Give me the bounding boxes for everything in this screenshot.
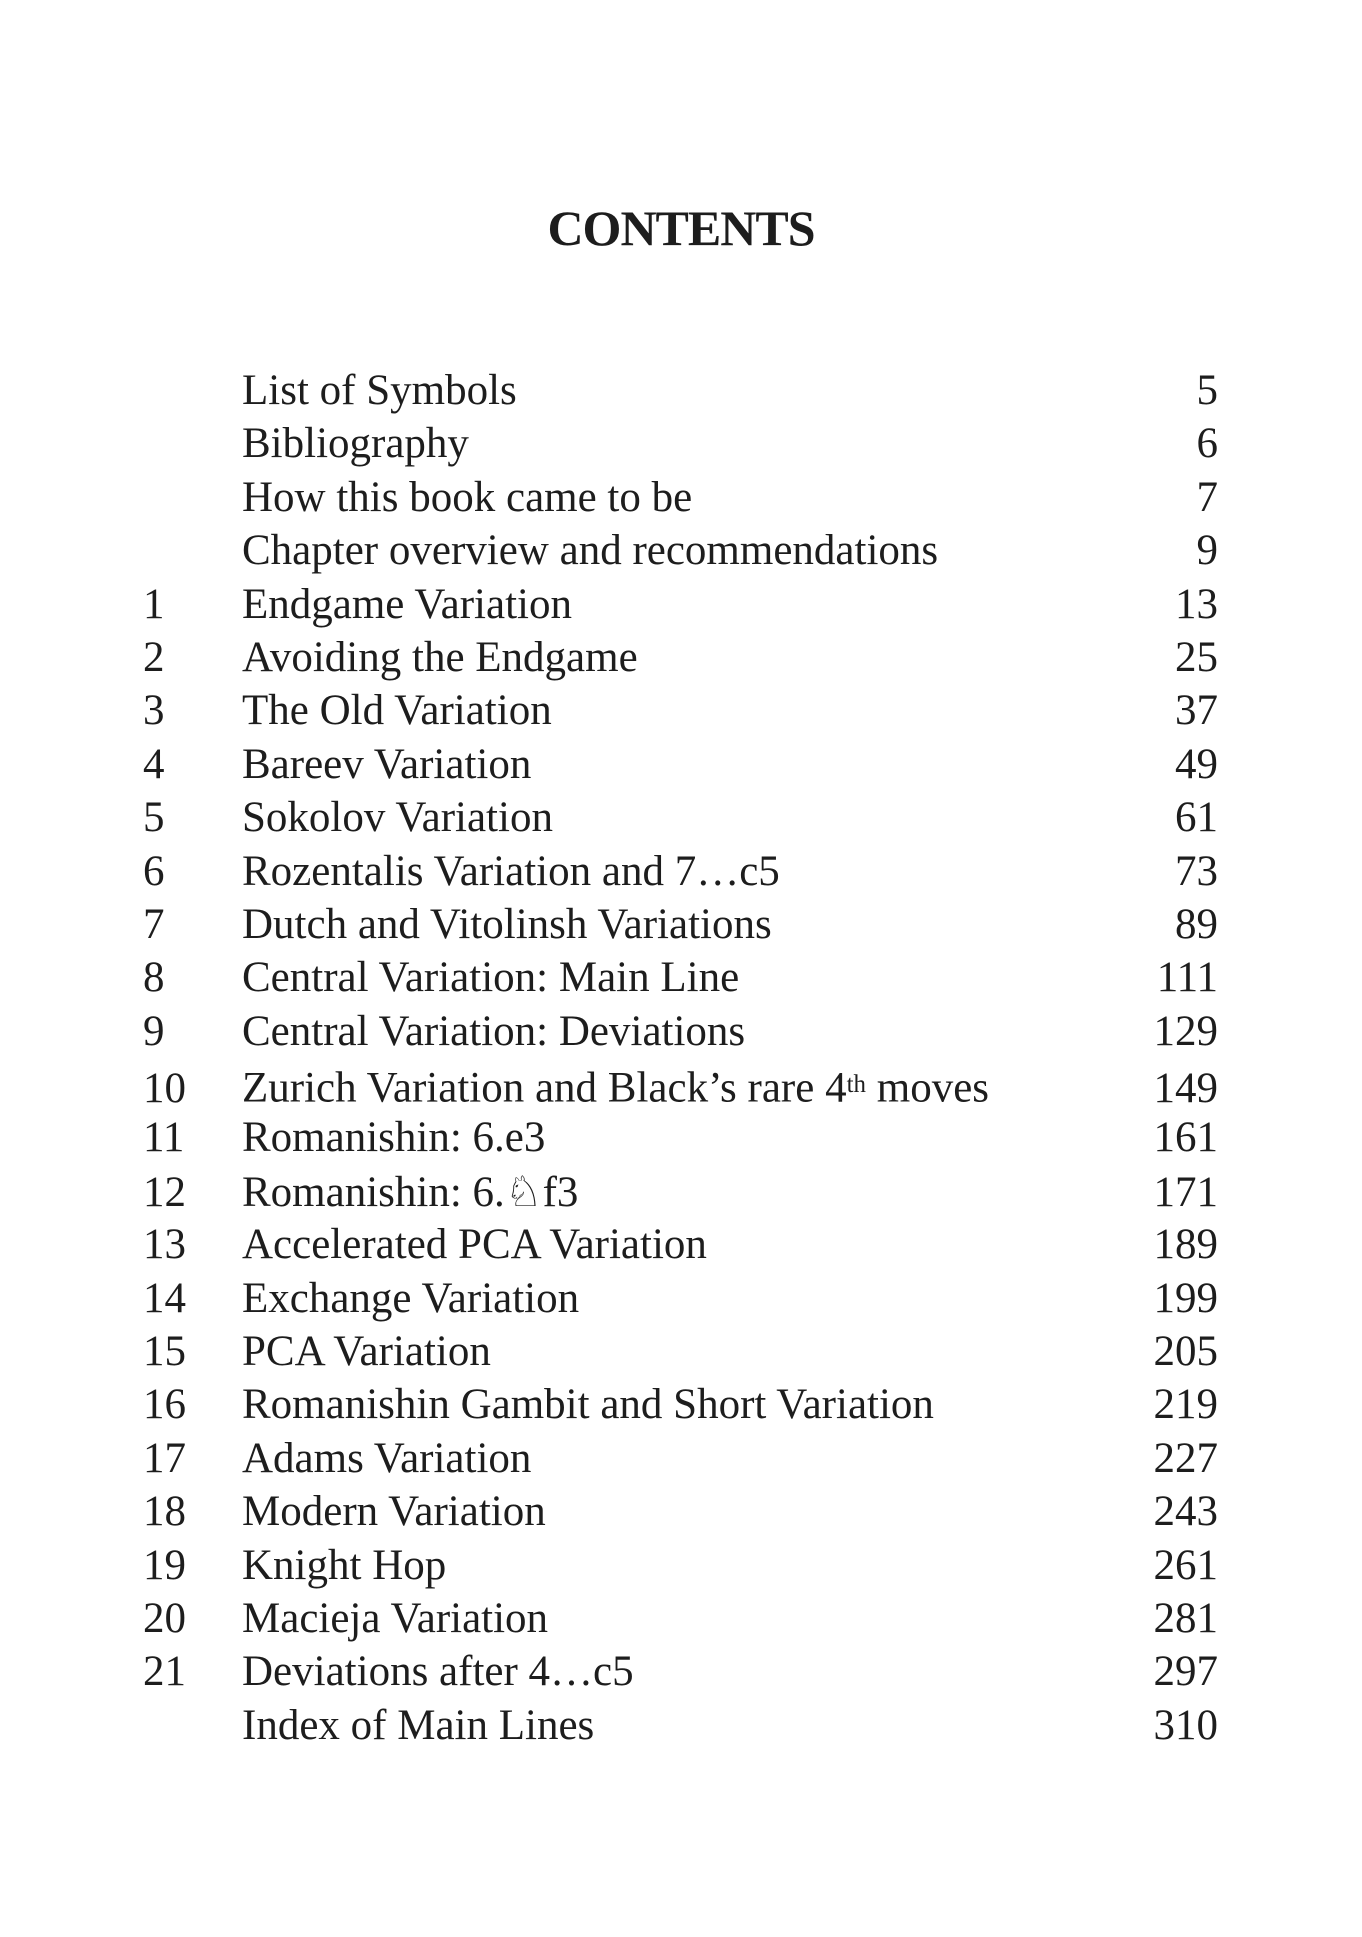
chapter-number: 11 [143, 1114, 185, 1162]
toc-row [143, 1485, 1218, 1538]
toc-row [143, 791, 1218, 844]
chapter-number: 19 [143, 1541, 186, 1589]
toc-row [143, 1699, 1218, 1752]
chapter-title: Exchange Variation [242, 1274, 580, 1322]
chapter-title-text: Romanishin: 6. [242, 1168, 505, 1216]
page-number: 5 [1196, 367, 1218, 414]
chapter-title: Central Variation: Main Line [242, 954, 740, 1002]
chapter-title: Dutch and Vitolinsh Variations [242, 900, 772, 948]
chapter-number: 17 [143, 1434, 186, 1482]
page-number: 25 [1175, 633, 1218, 681]
chapter-title: Endgame Variation [242, 580, 572, 628]
toc-row [143, 524, 1218, 577]
chapter-title-text: moves [866, 1064, 990, 1112]
page-number: 7 [1196, 473, 1218, 521]
toc-row [143, 417, 1218, 470]
chapter-title: List of Symbols [242, 367, 517, 414]
chapter-title [242, 1058, 1154, 1115]
page-number: 189 [1153, 1221, 1218, 1269]
page-number: 9 [1196, 527, 1218, 575]
page-number: 261 [1153, 1541, 1218, 1589]
page-number: 73 [1175, 847, 1218, 895]
chapter-number: 18 [143, 1488, 186, 1536]
table-of-contents [143, 364, 1218, 1752]
toc-row [143, 1058, 1218, 1111]
page-number: 297 [1153, 1648, 1218, 1696]
chapter-title: PCA Variation [242, 1328, 491, 1376]
chapter-number: 10 [143, 1064, 186, 1112]
toc-row [143, 1218, 1218, 1271]
chapter-title: Index of Main Lines [242, 1701, 595, 1749]
toc-row [143, 1378, 1218, 1431]
chapter-number: 1 [143, 580, 165, 628]
chapter-number: 8 [143, 954, 165, 1002]
page-number: 199 [1153, 1274, 1218, 1322]
chapter-title: Bibliography [242, 420, 469, 468]
chapter-number: 14 [143, 1274, 186, 1322]
chapter-number: 5 [143, 794, 165, 842]
toc-row [143, 578, 1218, 631]
chapter-title: Chapter overview and recommendations [242, 527, 939, 575]
chapter-number: 16 [143, 1381, 186, 1429]
chapter-title: Macieja Variation [242, 1594, 549, 1642]
chapter-title: Adams Variation [242, 1434, 532, 1482]
toc-row [143, 738, 1218, 791]
chapter-title: Bareev Variation [242, 740, 532, 788]
chapter-title: Romanishin Gambit and Short Variation [242, 1381, 934, 1429]
chapter-number: 13 [143, 1221, 186, 1269]
chapter-number: 21 [143, 1648, 186, 1696]
page-number: 129 [1153, 1007, 1218, 1055]
chapter-title: The Old Variation [242, 687, 552, 735]
toc-row [143, 1432, 1218, 1485]
page-number: 243 [1153, 1488, 1218, 1536]
chapter-number: 15 [143, 1328, 186, 1376]
page-number: 6 [1196, 420, 1218, 468]
page-number: 310 [1153, 1701, 1218, 1749]
page-number: 149 [1153, 1064, 1218, 1112]
toc-row [143, 1272, 1218, 1325]
chapter-number: 4 [143, 740, 165, 788]
toc-row [143, 1111, 1218, 1164]
toc-row [143, 1592, 1218, 1645]
superscript-ordinal: th [846, 1071, 866, 1099]
toc-row [143, 1645, 1218, 1698]
chapter-title-text: Zurich Variation and Black’s rare 4 [242, 1064, 847, 1112]
chapter-number: 12 [143, 1168, 186, 1216]
page-number: 49 [1175, 740, 1218, 788]
chapter-title: Modern Variation [242, 1488, 546, 1536]
page-number: 89 [1175, 900, 1218, 948]
chapter-number: 3 [143, 687, 165, 735]
page-number: 13 [1175, 580, 1218, 628]
page-number: 161 [1153, 1114, 1218, 1162]
toc-row [143, 1325, 1218, 1378]
chapter-title: Deviations after 4…c5 [242, 1648, 634, 1696]
toc-row [143, 845, 1218, 898]
page-number: 219 [1153, 1381, 1218, 1429]
page-number: 205 [1153, 1328, 1218, 1376]
toc-row [143, 1005, 1218, 1058]
page-number: 227 [1153, 1434, 1218, 1482]
page-number: 37 [1175, 687, 1218, 735]
chapter-number: 6 [143, 847, 165, 895]
page-number: 111 [1156, 954, 1218, 1002]
chapter-title: Rozentalis Variation and 7…c5 [242, 847, 780, 895]
chapter-title: Romanishin: 6.e3 [242, 1114, 546, 1162]
chapter-number: 2 [143, 633, 165, 681]
toc-row [143, 631, 1218, 684]
chapter-title: Sokolov Variation [242, 794, 553, 842]
page-number: 61 [1175, 794, 1218, 842]
toc-row [143, 471, 1218, 524]
chapter-title: Avoiding the Endgame [242, 633, 638, 681]
chapter-title [242, 1165, 1154, 1219]
page-number: 171 [1153, 1168, 1218, 1216]
page-title: CONTENTS [547, 200, 815, 256]
chapter-title: How this book came to be [242, 473, 693, 521]
chapter-title-text: f3 [542, 1168, 579, 1216]
chapter-title: Accelerated PCA Variation [242, 1221, 707, 1269]
toc-row [143, 364, 1218, 417]
chapter-title: Knight Hop [242, 1541, 447, 1589]
chapter-number: 20 [143, 1594, 186, 1642]
page-number: 281 [1153, 1594, 1218, 1642]
chapter-title: Central Variation: Deviations [242, 1007, 746, 1055]
toc-row [143, 898, 1218, 951]
chapter-number: 9 [143, 1007, 165, 1055]
chapter-number: 7 [143, 900, 165, 948]
toc-row [143, 951, 1218, 1004]
toc-row [143, 1165, 1218, 1218]
knight-icon: ♘ [504, 1166, 543, 1216]
toc-row [143, 684, 1218, 737]
toc-row [143, 1539, 1218, 1592]
